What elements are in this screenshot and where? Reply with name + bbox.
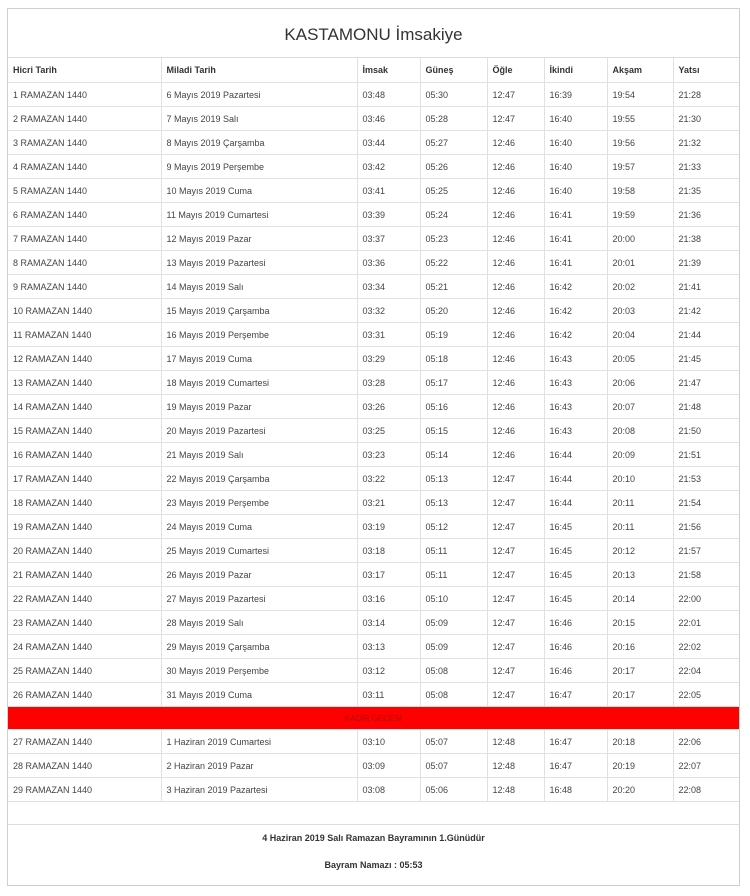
yatsi-time-cell: 21:35 [673,179,739,203]
ikindi-time-cell: 16:43 [544,395,607,419]
ogle-time-cell: 12:46 [487,203,544,227]
table-row [8,754,739,778]
ogle-time-cell: 12:47 [487,683,544,707]
ogle-time-cell: 12:47 [487,467,544,491]
ogle-time-cell: 12:46 [487,395,544,419]
hicri-date-cell: 19 RAMAZAN 1440 [8,515,161,539]
miladi-date-cell: 16 Mayıs 2019 Perşembe [161,323,357,347]
hicri-date-cell: 22 RAMAZAN 1440 [8,587,161,611]
yatsi-time-cell: 21:44 [673,323,739,347]
imsak-time-cell: 03:37 [357,227,420,251]
ogle-time-cell: 12:47 [487,515,544,539]
gunes-time-cell: 05:11 [420,539,487,563]
ogle-time-cell: 12:47 [487,107,544,131]
gunes-time-cell: 05:09 [420,611,487,635]
gunes-time-cell: 05:10 [420,587,487,611]
table-row [8,491,739,515]
aksam-time-cell: 20:02 [607,275,673,299]
hicri-date-cell: 9 RAMAZAN 1440 [8,275,161,299]
table-row [8,371,739,395]
yatsi-time-cell: 22:06 [673,730,739,754]
ikindi-time-cell: 16:41 [544,203,607,227]
aksam-time-cell: 20:06 [607,371,673,395]
table-row [8,227,739,251]
ikindi-time-cell: 16:40 [544,179,607,203]
yatsi-time-cell: 22:02 [673,635,739,659]
gunes-time-cell: 05:14 [420,443,487,467]
gunes-time-cell: 05:24 [420,203,487,227]
yatsi-time-cell: 21:47 [673,371,739,395]
miladi-date-cell: 27 Mayıs 2019 Pazartesi [161,587,357,611]
yatsi-time-cell: 22:05 [673,683,739,707]
yatsi-time-cell: 21:30 [673,107,739,131]
header-yatsi: Yatsı [673,58,739,83]
imsak-time-cell: 03:32 [357,299,420,323]
imsak-time-cell: 03:19 [357,515,420,539]
hicri-date-cell: 28 RAMAZAN 1440 [8,754,161,778]
page-title: KASTAMONU İmsakiye [8,9,739,58]
ikindi-time-cell: 16:43 [544,347,607,371]
table-row [8,131,739,155]
ikindi-time-cell: 16:47 [544,730,607,754]
miladi-date-cell: 7 Mayıs 2019 Salı [161,107,357,131]
ikindi-time-cell: 16:42 [544,275,607,299]
gunes-time-cell: 05:08 [420,659,487,683]
ogle-time-cell: 12:46 [487,347,544,371]
imsak-time-cell: 03:16 [357,587,420,611]
hicri-date-cell: 12 RAMAZAN 1440 [8,347,161,371]
aksam-time-cell: 20:16 [607,635,673,659]
hicri-date-cell: 6 RAMAZAN 1440 [8,203,161,227]
header-aksam: Akşam [607,58,673,83]
ogle-time-cell: 12:47 [487,491,544,515]
imsak-time-cell: 03:48 [357,83,420,107]
miladi-date-cell: 9 Mayıs 2019 Perşembe [161,155,357,179]
aksam-time-cell: 20:19 [607,754,673,778]
ogle-time-cell: 12:46 [487,299,544,323]
table-row [8,179,739,203]
gunes-time-cell: 05:18 [420,347,487,371]
miladi-date-cell: 25 Mayıs 2019 Cumartesi [161,539,357,563]
miladi-date-cell: 19 Mayıs 2019 Pazar [161,395,357,419]
miladi-date-cell: 6 Mayıs 2019 Pazartesi [161,83,357,107]
ogle-time-cell: 12:47 [487,587,544,611]
imsak-time-cell: 03:25 [357,419,420,443]
imsak-time-cell: 03:13 [357,635,420,659]
aksam-time-cell: 20:11 [607,515,673,539]
hicri-date-cell: 15 RAMAZAN 1440 [8,419,161,443]
aksam-time-cell: 20:18 [607,730,673,754]
hicri-date-cell: 3 RAMAZAN 1440 [8,131,161,155]
hicri-date-cell: 20 RAMAZAN 1440 [8,539,161,563]
gunes-time-cell: 05:07 [420,730,487,754]
ikindi-time-cell: 16:45 [544,587,607,611]
miladi-date-cell: 24 Mayıs 2019 Cuma [161,515,357,539]
table-row [8,395,739,419]
aksam-time-cell: 19:55 [607,107,673,131]
hicri-date-cell: 23 RAMAZAN 1440 [8,611,161,635]
aksam-time-cell: 20:08 [607,419,673,443]
table-body-after [8,730,739,802]
ogle-time-cell: 12:46 [487,131,544,155]
ikindi-time-cell: 16:47 [544,754,607,778]
kadir-gecesi-row [8,707,739,730]
gunes-time-cell: 05:16 [420,395,487,419]
hicri-date-cell: 21 RAMAZAN 1440 [8,563,161,587]
table-row [8,467,739,491]
aksam-time-cell: 20:00 [607,227,673,251]
ogle-time-cell: 12:47 [487,635,544,659]
aksam-time-cell: 20:12 [607,539,673,563]
imsak-time-cell: 03:10 [357,730,420,754]
ikindi-time-cell: 16:45 [544,515,607,539]
yatsi-time-cell: 21:54 [673,491,739,515]
hicri-date-cell: 16 RAMAZAN 1440 [8,443,161,467]
gunes-time-cell: 05:30 [420,83,487,107]
hicri-date-cell: 8 RAMAZAN 1440 [8,251,161,275]
imsak-time-cell: 03:34 [357,275,420,299]
hicri-date-cell: 26 RAMAZAN 1440 [8,683,161,707]
ogle-time-cell: 12:46 [487,227,544,251]
imsak-time-cell: 03:23 [357,443,420,467]
gunes-time-cell: 05:11 [420,563,487,587]
imsak-time-cell: 03:26 [357,395,420,419]
yatsi-time-cell: 21:28 [673,83,739,107]
hicri-date-cell: 11 RAMAZAN 1440 [8,323,161,347]
miladi-date-cell: 1 Haziran 2019 Cumartesi [161,730,357,754]
table-row [8,155,739,179]
table-row [8,443,739,467]
table-body-before [8,83,739,707]
imsak-time-cell: 03:21 [357,491,420,515]
ogle-time-cell: 12:47 [487,659,544,683]
aksam-time-cell: 20:09 [607,443,673,467]
imsak-time-cell: 03:11 [357,683,420,707]
ikindi-time-cell: 16:47 [544,683,607,707]
ogle-time-cell: 12:46 [487,443,544,467]
ikindi-time-cell: 16:40 [544,131,607,155]
aksam-time-cell: 19:58 [607,179,673,203]
miladi-date-cell: 11 Mayıs 2019 Cumartesi [161,203,357,227]
yatsi-time-cell: 21:41 [673,275,739,299]
miladi-date-cell: 2 Haziran 2019 Pazar [161,754,357,778]
hicri-date-cell: 10 RAMAZAN 1440 [8,299,161,323]
header-ogle: Öğle [487,58,544,83]
aksam-time-cell: 20:17 [607,683,673,707]
header-miladi: Miladi Tarih [161,58,357,83]
aksam-time-cell: 20:17 [607,659,673,683]
hicri-date-cell: 4 RAMAZAN 1440 [8,155,161,179]
hicri-date-cell: 1 RAMAZAN 1440 [8,83,161,107]
ikindi-time-cell: 16:39 [544,83,607,107]
miladi-date-cell: 30 Mayıs 2019 Perşembe [161,659,357,683]
imsak-time-cell: 03:42 [357,155,420,179]
imsak-time-cell: 03:44 [357,131,420,155]
miladi-date-cell: 23 Mayıs 2019 Perşembe [161,491,357,515]
imsak-time-cell: 03:41 [357,179,420,203]
miladi-date-cell: 28 Mayıs 2019 Salı [161,611,357,635]
aksam-time-cell: 19:59 [607,203,673,227]
hicri-date-cell: 13 RAMAZAN 1440 [8,371,161,395]
header-ikindi: İkindi [544,58,607,83]
ikindi-time-cell: 16:48 [544,778,607,802]
yatsi-time-cell: 21:57 [673,539,739,563]
table-row [8,347,739,371]
yatsi-time-cell: 22:07 [673,754,739,778]
aksam-time-cell: 20:13 [607,563,673,587]
ikindi-time-cell: 16:40 [544,155,607,179]
aksam-time-cell: 20:03 [607,299,673,323]
aksam-time-cell: 20:05 [607,347,673,371]
table-row [8,299,739,323]
gunes-time-cell: 05:09 [420,635,487,659]
yatsi-time-cell: 22:08 [673,778,739,802]
table-row [8,635,739,659]
table-row [8,203,739,227]
miladi-date-cell: 13 Mayıs 2019 Pazartesi [161,251,357,275]
aksam-time-cell: 20:15 [607,611,673,635]
table-row [8,107,739,131]
gunes-time-cell: 05:13 [420,491,487,515]
table-row [8,83,739,107]
ogle-time-cell: 12:47 [487,611,544,635]
hicri-date-cell: 2 RAMAZAN 1440 [8,107,161,131]
hicri-date-cell: 18 RAMAZAN 1440 [8,491,161,515]
yatsi-time-cell: 21:32 [673,131,739,155]
yatsi-time-cell: 22:01 [673,611,739,635]
gunes-time-cell: 05:26 [420,155,487,179]
yatsi-time-cell: 21:45 [673,347,739,371]
gunes-time-cell: 05:28 [420,107,487,131]
aksam-time-cell: 20:04 [607,323,673,347]
table-header-row [8,58,739,83]
hicri-date-cell: 7 RAMAZAN 1440 [8,227,161,251]
gunes-time-cell: 05:15 [420,419,487,443]
table-row [8,730,739,754]
gunes-time-cell: 05:08 [420,683,487,707]
gunes-time-cell: 05:13 [420,467,487,491]
gunes-time-cell: 05:17 [420,371,487,395]
hicri-date-cell: 27 RAMAZAN 1440 [8,730,161,754]
header-gunes: Güneş [420,58,487,83]
ogle-time-cell: 12:48 [487,730,544,754]
aksam-time-cell: 20:01 [607,251,673,275]
imsak-time-cell: 03:17 [357,563,420,587]
yatsi-time-cell: 21:48 [673,395,739,419]
miladi-date-cell: 15 Mayıs 2019 Çarşamba [161,299,357,323]
aksam-time-cell: 20:11 [607,491,673,515]
table-row [8,515,739,539]
table-row [8,419,739,443]
hicri-date-cell: 17 RAMAZAN 1440 [8,467,161,491]
ikindi-time-cell: 16:45 [544,563,607,587]
imsak-time-cell: 03:12 [357,659,420,683]
imsak-time-cell: 03:09 [357,754,420,778]
ogle-time-cell: 12:46 [487,323,544,347]
miladi-date-cell: 18 Mayıs 2019 Cumartesi [161,371,357,395]
miladi-date-cell: 14 Mayıs 2019 Salı [161,275,357,299]
table-row [8,587,739,611]
imsak-time-cell: 03:46 [357,107,420,131]
hicri-date-cell: 14 RAMAZAN 1440 [8,395,161,419]
ogle-time-cell: 12:46 [487,371,544,395]
imsakiye-table [8,58,739,802]
gunes-time-cell: 05:27 [420,131,487,155]
ogle-time-cell: 12:48 [487,754,544,778]
ogle-time-cell: 12:47 [487,83,544,107]
ikindi-time-cell: 16:45 [544,539,607,563]
yatsi-time-cell: 21:50 [673,419,739,443]
gunes-time-cell: 05:20 [420,299,487,323]
miladi-date-cell: 26 Mayıs 2019 Pazar [161,563,357,587]
ikindi-time-cell: 16:46 [544,659,607,683]
gunes-time-cell: 05:19 [420,323,487,347]
miladi-date-cell: 8 Mayıs 2019 Çarşamba [161,131,357,155]
imsak-time-cell: 03:08 [357,778,420,802]
yatsi-time-cell: 22:00 [673,587,739,611]
miladi-date-cell: 3 Haziran 2019 Pazartesi [161,778,357,802]
imsak-time-cell: 03:39 [357,203,420,227]
ikindi-time-cell: 16:44 [544,491,607,515]
gunes-time-cell: 05:12 [420,515,487,539]
table-row [8,563,739,587]
ikindi-time-cell: 16:44 [544,443,607,467]
aksam-time-cell: 20:07 [607,395,673,419]
ikindi-time-cell: 16:40 [544,107,607,131]
aksam-time-cell: 20:20 [607,778,673,802]
aksam-time-cell: 19:56 [607,131,673,155]
header-imsak: İmsak [357,58,420,83]
yatsi-time-cell: 21:51 [673,443,739,467]
table-row [8,323,739,347]
yatsi-time-cell: 21:39 [673,251,739,275]
ikindi-time-cell: 16:46 [544,611,607,635]
ikindi-time-cell: 16:42 [544,299,607,323]
yatsi-time-cell: 21:58 [673,563,739,587]
table-row [8,683,739,707]
imsakiye-panel [7,8,740,886]
ogle-time-cell: 12:48 [487,778,544,802]
bayram-info [8,825,739,870]
ogle-time-cell: 12:47 [487,539,544,563]
ogle-time-cell: 12:46 [487,275,544,299]
gunes-time-cell: 05:21 [420,275,487,299]
ikindi-time-cell: 16:43 [544,419,607,443]
aksam-time-cell: 20:10 [607,467,673,491]
ogle-time-cell: 12:46 [487,179,544,203]
bayram-namaz-text: Bayram Namazı : 05:53 [324,860,423,870]
miladi-date-cell: 12 Mayıs 2019 Pazar [161,227,357,251]
ogle-time-cell: 12:46 [487,155,544,179]
hicri-date-cell: 29 RAMAZAN 1440 [8,778,161,802]
yatsi-time-cell: 21:33 [673,155,739,179]
table-spacer [8,802,739,825]
table-row [8,275,739,299]
yatsi-time-cell: 22:04 [673,659,739,683]
imsak-time-cell: 03:22 [357,467,420,491]
imsak-time-cell: 03:28 [357,371,420,395]
imsak-time-cell: 03:29 [357,347,420,371]
imsak-time-cell: 03:36 [357,251,420,275]
gunes-time-cell: 05:07 [420,754,487,778]
miladi-date-cell: 10 Mayıs 2019 Cuma [161,179,357,203]
gunes-time-cell: 05:23 [420,227,487,251]
miladi-date-cell: 31 Mayıs 2019 Cuma [161,683,357,707]
header-hicri: Hicri Tarih [8,58,161,83]
miladi-date-cell: 29 Mayıs 2019 Çarşamba [161,635,357,659]
hicri-date-cell: 25 RAMAZAN 1440 [8,659,161,683]
ogle-time-cell: 12:46 [487,419,544,443]
table-row [8,659,739,683]
imsak-time-cell: 03:18 [357,539,420,563]
hicri-date-cell: 5 RAMAZAN 1440 [8,179,161,203]
miladi-date-cell: 21 Mayıs 2019 Salı [161,443,357,467]
yatsi-time-cell: 21:36 [673,203,739,227]
aksam-time-cell: 20:14 [607,587,673,611]
table-row [8,539,739,563]
gunes-time-cell: 05:25 [420,179,487,203]
aksam-time-cell: 19:57 [607,155,673,179]
miladi-date-cell: 20 Mayıs 2019 Pazartesi [161,419,357,443]
ikindi-time-cell: 16:44 [544,467,607,491]
hicri-date-cell: 24 RAMAZAN 1440 [8,635,161,659]
ikindi-time-cell: 16:41 [544,227,607,251]
kadir-gecesi-label: KADİR GECESİ [8,707,739,730]
yatsi-time-cell: 21:42 [673,299,739,323]
yatsi-time-cell: 21:53 [673,467,739,491]
bayram-date-text: 4 Haziran 2019 Salı Ramazan Bayramının 1.Günüdür [262,833,485,843]
gunes-time-cell: 05:06 [420,778,487,802]
ikindi-time-cell: 16:42 [544,323,607,347]
imsak-time-cell: 03:14 [357,611,420,635]
table-row [8,611,739,635]
aksam-time-cell: 19:54 [607,83,673,107]
table-row [8,251,739,275]
yatsi-time-cell: 21:56 [673,515,739,539]
ogle-time-cell: 12:46 [487,251,544,275]
miladi-date-cell: 22 Mayıs 2019 Çarşamba [161,467,357,491]
ikindi-time-cell: 16:41 [544,251,607,275]
ikindi-time-cell: 16:46 [544,635,607,659]
yatsi-time-cell: 21:38 [673,227,739,251]
table-row [8,778,739,802]
imsak-time-cell: 03:31 [357,323,420,347]
ikindi-time-cell: 16:43 [544,371,607,395]
miladi-date-cell: 17 Mayıs 2019 Cuma [161,347,357,371]
gunes-time-cell: 05:22 [420,251,487,275]
ogle-time-cell: 12:47 [487,563,544,587]
